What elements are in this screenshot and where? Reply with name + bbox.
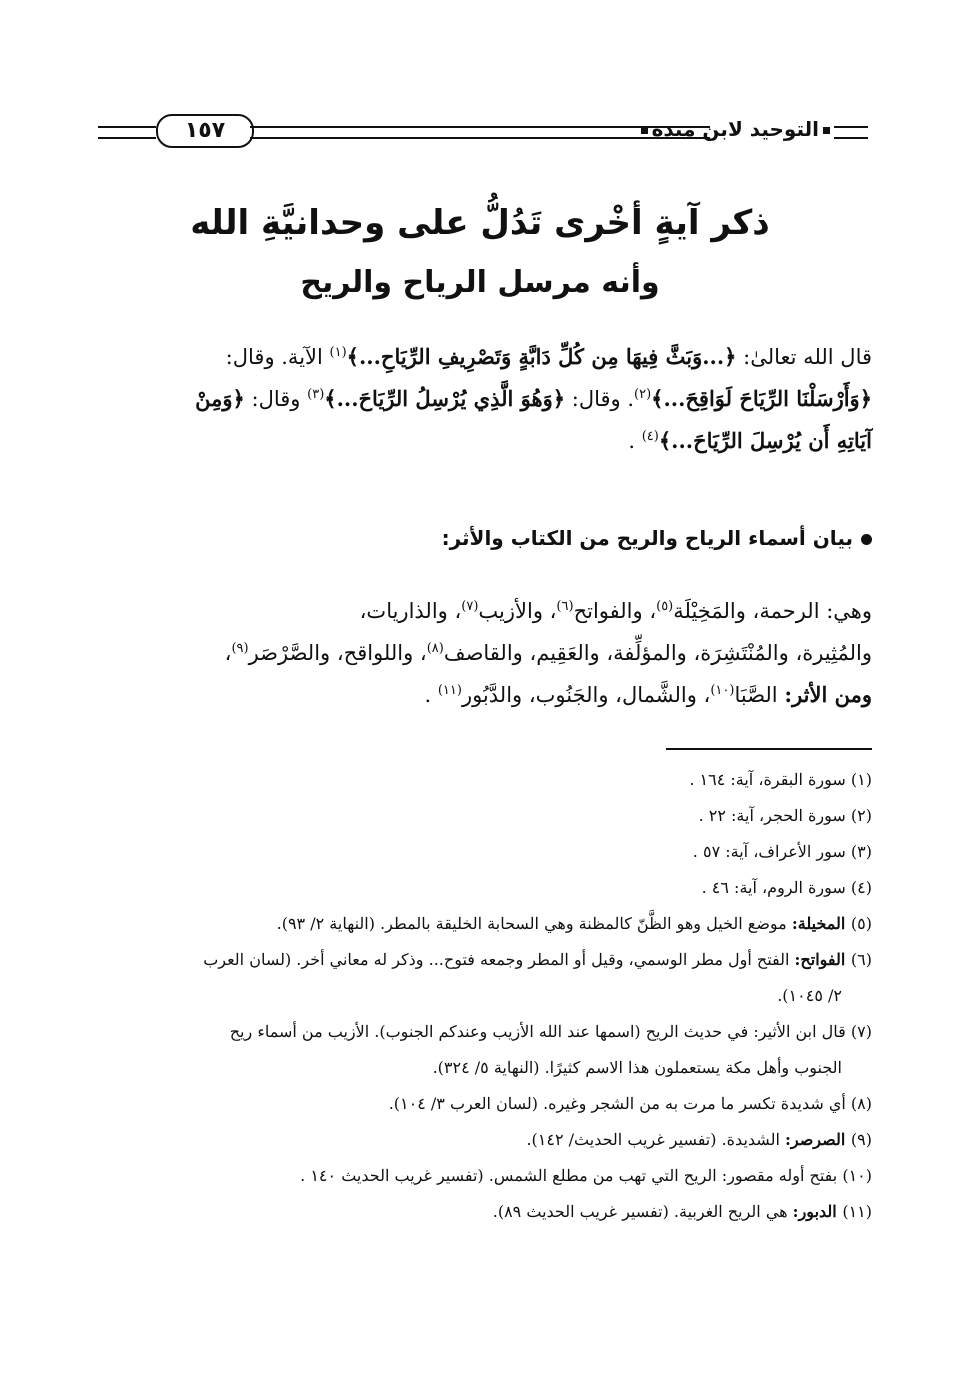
intro-line-1: قال الله تعالىٰ: ﴿...وَبَثَّ فِيهَا مِن كُلِّ دَابَّةٍ وَتَصْرِيفِ الرِّيَاحِ...﴾$^{(١)}$ الآية. وقال: [225, 344, 872, 369]
quran-verse: ﴿وَمِنْ [195, 386, 245, 411]
square-ornament-icon [823, 127, 830, 134]
square-ornament-icon [641, 127, 648, 134]
running-title-text: التوحيد لابن منده [651, 117, 819, 141]
quran-verse: ﴿...وَبَثَّ فِيهَا مِن كُلِّ دَابَّةٍ وَتَصْرِيفِ الرِّيَاحِ...﴾ [346, 344, 737, 369]
section-heading [98, 520, 872, 556]
bold-lead: ومن الأثر: [784, 682, 872, 707]
footnote-ref: (٦) [556, 599, 574, 614]
footnote-ref: (١٠) [710, 683, 735, 698]
section-heading-text: بيان أسماء الرياح والريح من الكتاب والأثر: [441, 526, 853, 550]
quran-verse: ﴿وَهُوَ الَّذِي يُرْسِلُ الرِّيَاحَ...﴾ [324, 386, 566, 411]
footnote: (١١) الدبور: هي الريح الغربية. (تفسير غريب الحديث ٨٩). [492, 1202, 872, 1221]
chapter-title-line-1: ذكر آيةٍ أخْرى تَدُلُّ على وحدانيَّةِ الله [190, 203, 770, 243]
footnote: (٨) أي شديدة تكسر ما مرت به من الشجر وغيره. (لسان العرب ٣/ ١٠٤). [388, 1094, 872, 1113]
header-rule-left [98, 126, 156, 139]
chapter-title-line-2: وأنه مرسل الرياح والريح [300, 265, 660, 300]
footnote: (١٠) بفتح أوله مقصور: الريح التي تهب من مطلع الشمس. (تفسير غريب الحديث ١٤٠ . [300, 1166, 872, 1185]
intro-paragraph [98, 336, 872, 462]
footnote: (١) سورة البقرة، آية: ١٦٤ . [689, 770, 872, 789]
intro-line-3: آيَاتِهِ أَن يُرْسِلَ الرِّيَاحَ...﴾$^{(٤)}$ . [628, 428, 872, 453]
footnote: (٢) سورة الحجر، آية: ٢٢ . [698, 806, 872, 825]
footnote-ref: (٢) [634, 387, 652, 402]
footnote-ref: (٨) [426, 641, 444, 656]
footnote-ref: (١) [329, 345, 347, 360]
intro-line-2: ﴿وَأَرْسَلْنَا الرِّيَاحَ لَوَاقِحَ...﴾$^{(٢)}$. وقال: ﴿وَهُوَ الَّذِي يُرْسِلُ الرِّيَاحَ...﴾$^{(٣)}$ وقال: ﴿وَمِنْ [195, 386, 872, 411]
page-number: ١٥٧ [156, 114, 254, 148]
quran-verse: ﴿وَأَرْسَلْنَا الرِّيَاحَ لَوَاقِحَ...﴾ [651, 386, 872, 411]
footnote-ref: (٥) [656, 599, 674, 614]
footnote-ref: (٩) [231, 641, 249, 656]
footnote: (٩) الصرصر: الشديدة. (تفسير غريب الحديث/ ١٤٢). [526, 1130, 872, 1149]
bullet-icon [861, 534, 872, 545]
footnote: (٥) المخيلة: موضع الخيل وهو الظَّنّ كالمظنة وهي السحابة الخليقة بالمطر. (النهاية ٢/ ٩٣). [276, 914, 872, 933]
footnote-separator [666, 748, 872, 750]
footnote: (٧) قال ابن الأثير: في حديث الريح (اسمها عند الله الأزيب وعندكم الجنوب). الأزيب من أسماء ريح الجنوب وأهل مكة يستعملون هذا الاسم كثيرًا. (النهاية ٥/ ٣٢٤). [229, 1022, 872, 1077]
footnotes [98, 762, 872, 1230]
running-header [98, 108, 868, 152]
quran-verse: آيَاتِهِ أَن يُرْسِلَ الرِّيَاحَ...﴾ [658, 428, 872, 453]
footnote: (٤) سورة الروم، آية: ٤٦ . [701, 878, 872, 897]
names-line-2: والمُثِيرة، والمُنْتَشِرَة، والمؤلِّفة، والعَقِيم، والقاصف$^{(٨)}$، واللواقح، والصَّرْصَر$^{(٩)}$، [224, 641, 872, 665]
names-line-1: وهي: الرحمة، والمَخِيْلَة$^{(٥)}$، والفواتح$^{(٦)}$، والأزيب$^{(٧)}$، والذاريات، [359, 599, 872, 623]
footnote-ref: (٣) [307, 387, 325, 402]
footnote: (٦) الفواتح: الفتح أول مطر الوسمي، وقيل أو المطر وجمعه فتوح... وذكر له معاني أخر. (لسان العرب ٢/ ١٠٤٥). [203, 950, 872, 1005]
running-title [651, 112, 834, 146]
header-rule-right [834, 126, 868, 139]
footnote-ref: (٤) [641, 429, 659, 444]
names-line-3: ومن الأثر: الصَّبَا$^{(١٠)}$، والشَّمال، والجَنُوب، والدَّبُور$^{(١١)}$ . [424, 682, 872, 707]
footnote: (٣) سور الأعراف، آية: ٥٧ . [692, 842, 872, 861]
footnote-ref: (١١) [437, 683, 462, 698]
wind-names-paragraph [98, 590, 872, 716]
footnote-ref: (٧) [461, 599, 479, 614]
